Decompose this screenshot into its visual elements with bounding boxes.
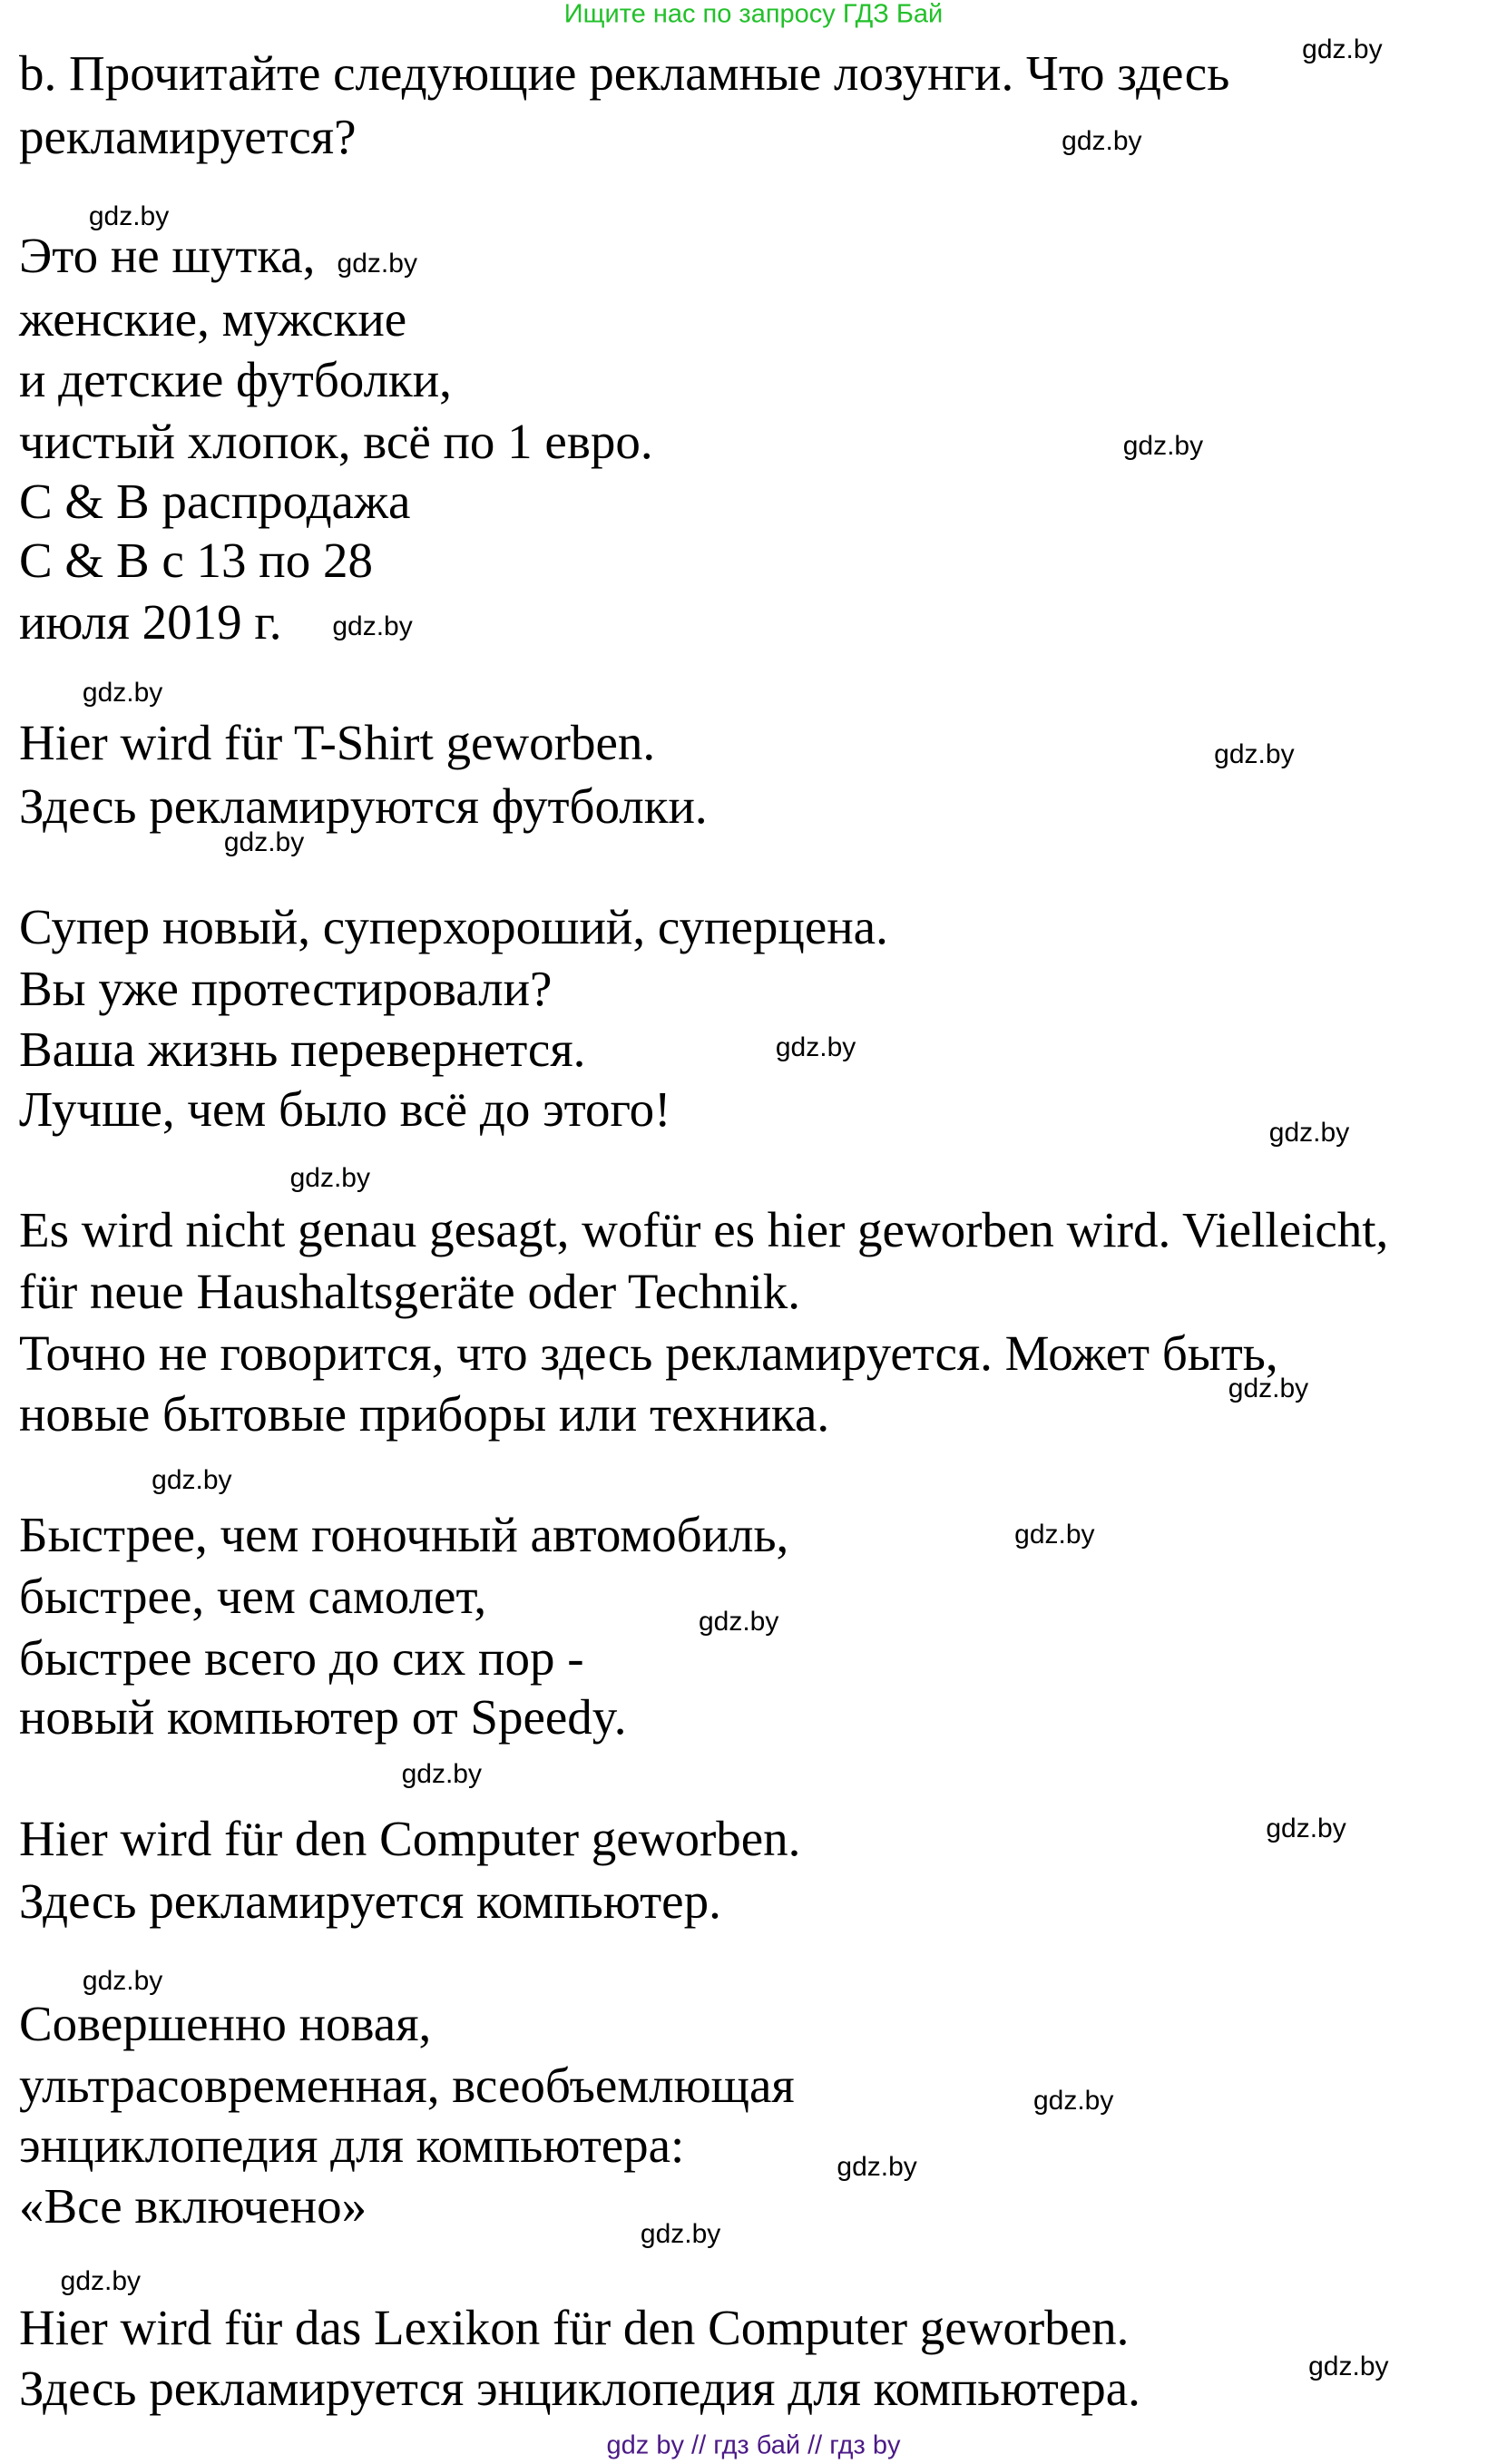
watermark: gdz.by [82, 1966, 163, 1997]
watermark: gdz.by [1062, 125, 1142, 156]
text-line: C & B с 13 по 28 [19, 533, 373, 589]
text-line: ультрасовременная, всеобъемлющая [19, 2057, 795, 2113]
text-line: рекламируется? [19, 108, 357, 164]
text-line: Hier wird für den Computer geworben. [19, 1810, 801, 1866]
text-line: чистый хлопок, всё по 1 евро. [19, 413, 653, 469]
watermark: gdz.by [152, 1464, 232, 1495]
text-line: Точно не говорится, что здесь рекламируется. Может быть, [19, 1325, 1278, 1381]
watermark: gdz.by [1214, 738, 1295, 769]
watermark: gdz.by [640, 2219, 721, 2250]
watermark: gdz.by [1302, 34, 1383, 65]
text-line: энциклопедия для компьютера: [19, 2117, 685, 2173]
text-line: «Все включено» [19, 2178, 367, 2234]
site-footer-links[interactable]: gdz by // гдз бай // гдз by [606, 2430, 901, 2460]
watermark: gdz.by [837, 2151, 917, 2182]
watermark: gdz.by [337, 249, 417, 279]
text-line: и детские футболки, [19, 352, 452, 408]
watermark: gdz.by [1014, 1520, 1095, 1550]
text-line: Совершенно новая, [19, 1996, 432, 2052]
watermark: gdz.by [88, 201, 170, 232]
text-line: Es wird nicht genau gesagt, wofür es hier geworben wird. Vielleicht, [19, 1202, 1389, 1258]
watermark: gdz.by [223, 826, 305, 857]
text-line: Здесь рекламируются футболки. [19, 777, 708, 834]
watermark: gdz.by [1266, 1814, 1346, 1844]
text-line: für neue Haushaltsgeräte oder Technik. [19, 1263, 801, 1319]
watermark: gdz.by [775, 1032, 856, 1063]
watermark: gdz.by [1308, 2351, 1389, 2381]
watermark: gdz.by [332, 611, 413, 642]
watermark: gdz.by [289, 1163, 370, 1194]
text-line: Здесь рекламируется компьютер. [19, 1873, 721, 1930]
text-line: b. Прочитайте следующие рекламные лозунги. Что здесь [19, 45, 1230, 102]
text-line: быстрее, чем самолет, [19, 1569, 487, 1625]
watermark: gdz.by [82, 677, 163, 708]
text-line: Ваша жизнь перевернется. [19, 1022, 586, 1078]
watermark: gdz.by [1032, 2086, 1114, 2117]
watermark: gdz.by [1122, 430, 1204, 461]
text-line: новые бытовые приборы или техника. [19, 1386, 830, 1442]
text-line: C & B распродажа [19, 473, 411, 529]
search-hint-header[interactable]: Ищите нас по запросу ГДЗ Бай [563, 0, 944, 29]
text-line: Вы уже протестировали? [19, 960, 553, 1016]
watermark: gdz.by [401, 1758, 482, 1789]
text-line: Супер новый, суперхороший, суперцена. [19, 899, 888, 955]
watermark: gdz.by [1268, 1117, 1350, 1148]
text-line: Быстрее, чем гоночный автомобиль, [19, 1507, 789, 1563]
watermark: gdz.by [698, 1606, 779, 1637]
watermark: gdz.by [1228, 1374, 1309, 1404]
text-line: Здесь рекламируется энциклопедия для компьютера. [19, 2361, 1140, 2417]
text-line: новый компьютер от Speedy. [19, 1689, 627, 1745]
text-line: Это не шутка, [19, 228, 316, 284]
watermark: gdz.by [60, 2266, 142, 2297]
text-line: быстрее всего до сих пор - [19, 1629, 584, 1686]
text-line: июля 2019 г. [19, 593, 282, 650]
text-line: Лучше, чем было всё до этого! [19, 1081, 671, 1137]
text-line: Hier wird für T-Shirt geworben. [19, 715, 656, 771]
text-line: Hier wird für das Lexikon für den Computer geworben. [19, 2299, 1130, 2355]
text-line: женские, мужские [19, 290, 407, 347]
